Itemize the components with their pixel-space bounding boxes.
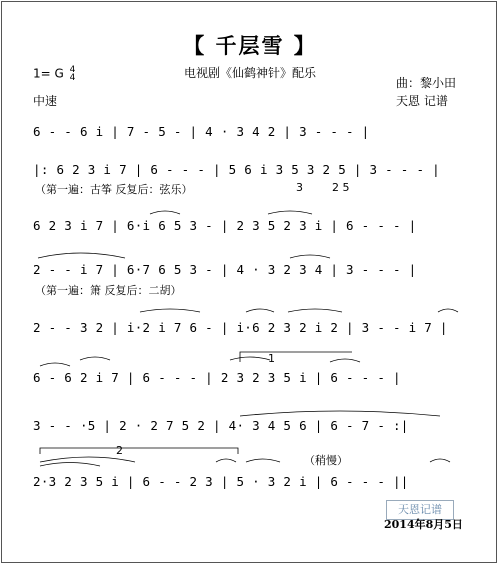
tempo-marking: 中速 [33,94,58,108]
tempo-change: （稍慢） [304,454,348,467]
score-line-7 [33,418,463,438]
transcriber-seal: 天恩记谱 [386,500,454,520]
notation-text: 2 - - i 7 | 6·7 6 5 3 - | 4 · 3 2 3 4 | 3 - - - | [33,262,417,277]
score-subtitle: 电视剧《仙鹤神针》配乐 [183,66,316,80]
score-title: 【 千层雪 】 [183,34,317,58]
instrument-note-1: （第一遍：古筝 反复后：弦乐） [35,183,193,196]
time-signature [70,66,76,82]
notation-text: 2·3 2 3 5 i | 6 - - 2 3 | 5 · 3 2 i | 6 - - - || [33,474,409,489]
notation-text: |: 6 2 3 i 7 | 6 - - - | 5 6 i 3 5 3 2 5 | 3 - - - | [33,162,440,177]
score-line-5 [33,320,463,340]
instrument-note-2: （第一遍：箫 反复后：二胡） [35,284,182,297]
time-bottom: 4 [69,73,76,83]
score-line-3 [33,218,463,238]
score-line-2 [33,162,463,182]
date: 2014年8月5日 [384,518,463,531]
key-signature [33,66,75,82]
score-line-6 [33,370,463,390]
score-line-1 [33,124,463,144]
notation-text: 6 2 3 i 7 | 6·i 6 5 3 - | 2 3 5 2 3 i | 6 - - - | [33,218,417,233]
notation-text: 3 - - ·5 | 2 · 2 7 5 2 | 4· 3 4 5 6 | 6 - 7 - :| [33,418,409,433]
time-top: 4 [69,65,76,75]
notation-text: 6 - 6 2 i 7 | 6 - - - | 2 3 2 3 5 i | 6 - - - | [33,370,401,385]
score-line-4 [33,262,463,282]
lower-voice-b: 2 5 [332,181,350,194]
notation-text: 2 - - 3 2 | i·2 i 7 6 - | i·6 2 3 2 i 2 | 3 - - i 7 | [33,320,448,335]
transcriber: 天恩 记谱 [396,94,448,108]
composer: 曲：黎小田 [396,76,457,90]
volta-1-label: 1 [268,352,275,365]
lower-voice-a: 3 [296,181,303,194]
volta-2-label: 2 [116,444,123,457]
score-line-8 [33,474,463,494]
key-prefix: 1= G [33,66,64,81]
notation-text: 6 - - 6 i | 7 - 5 - | 4 · 3 4 2 | 3 - - - | [33,124,370,139]
